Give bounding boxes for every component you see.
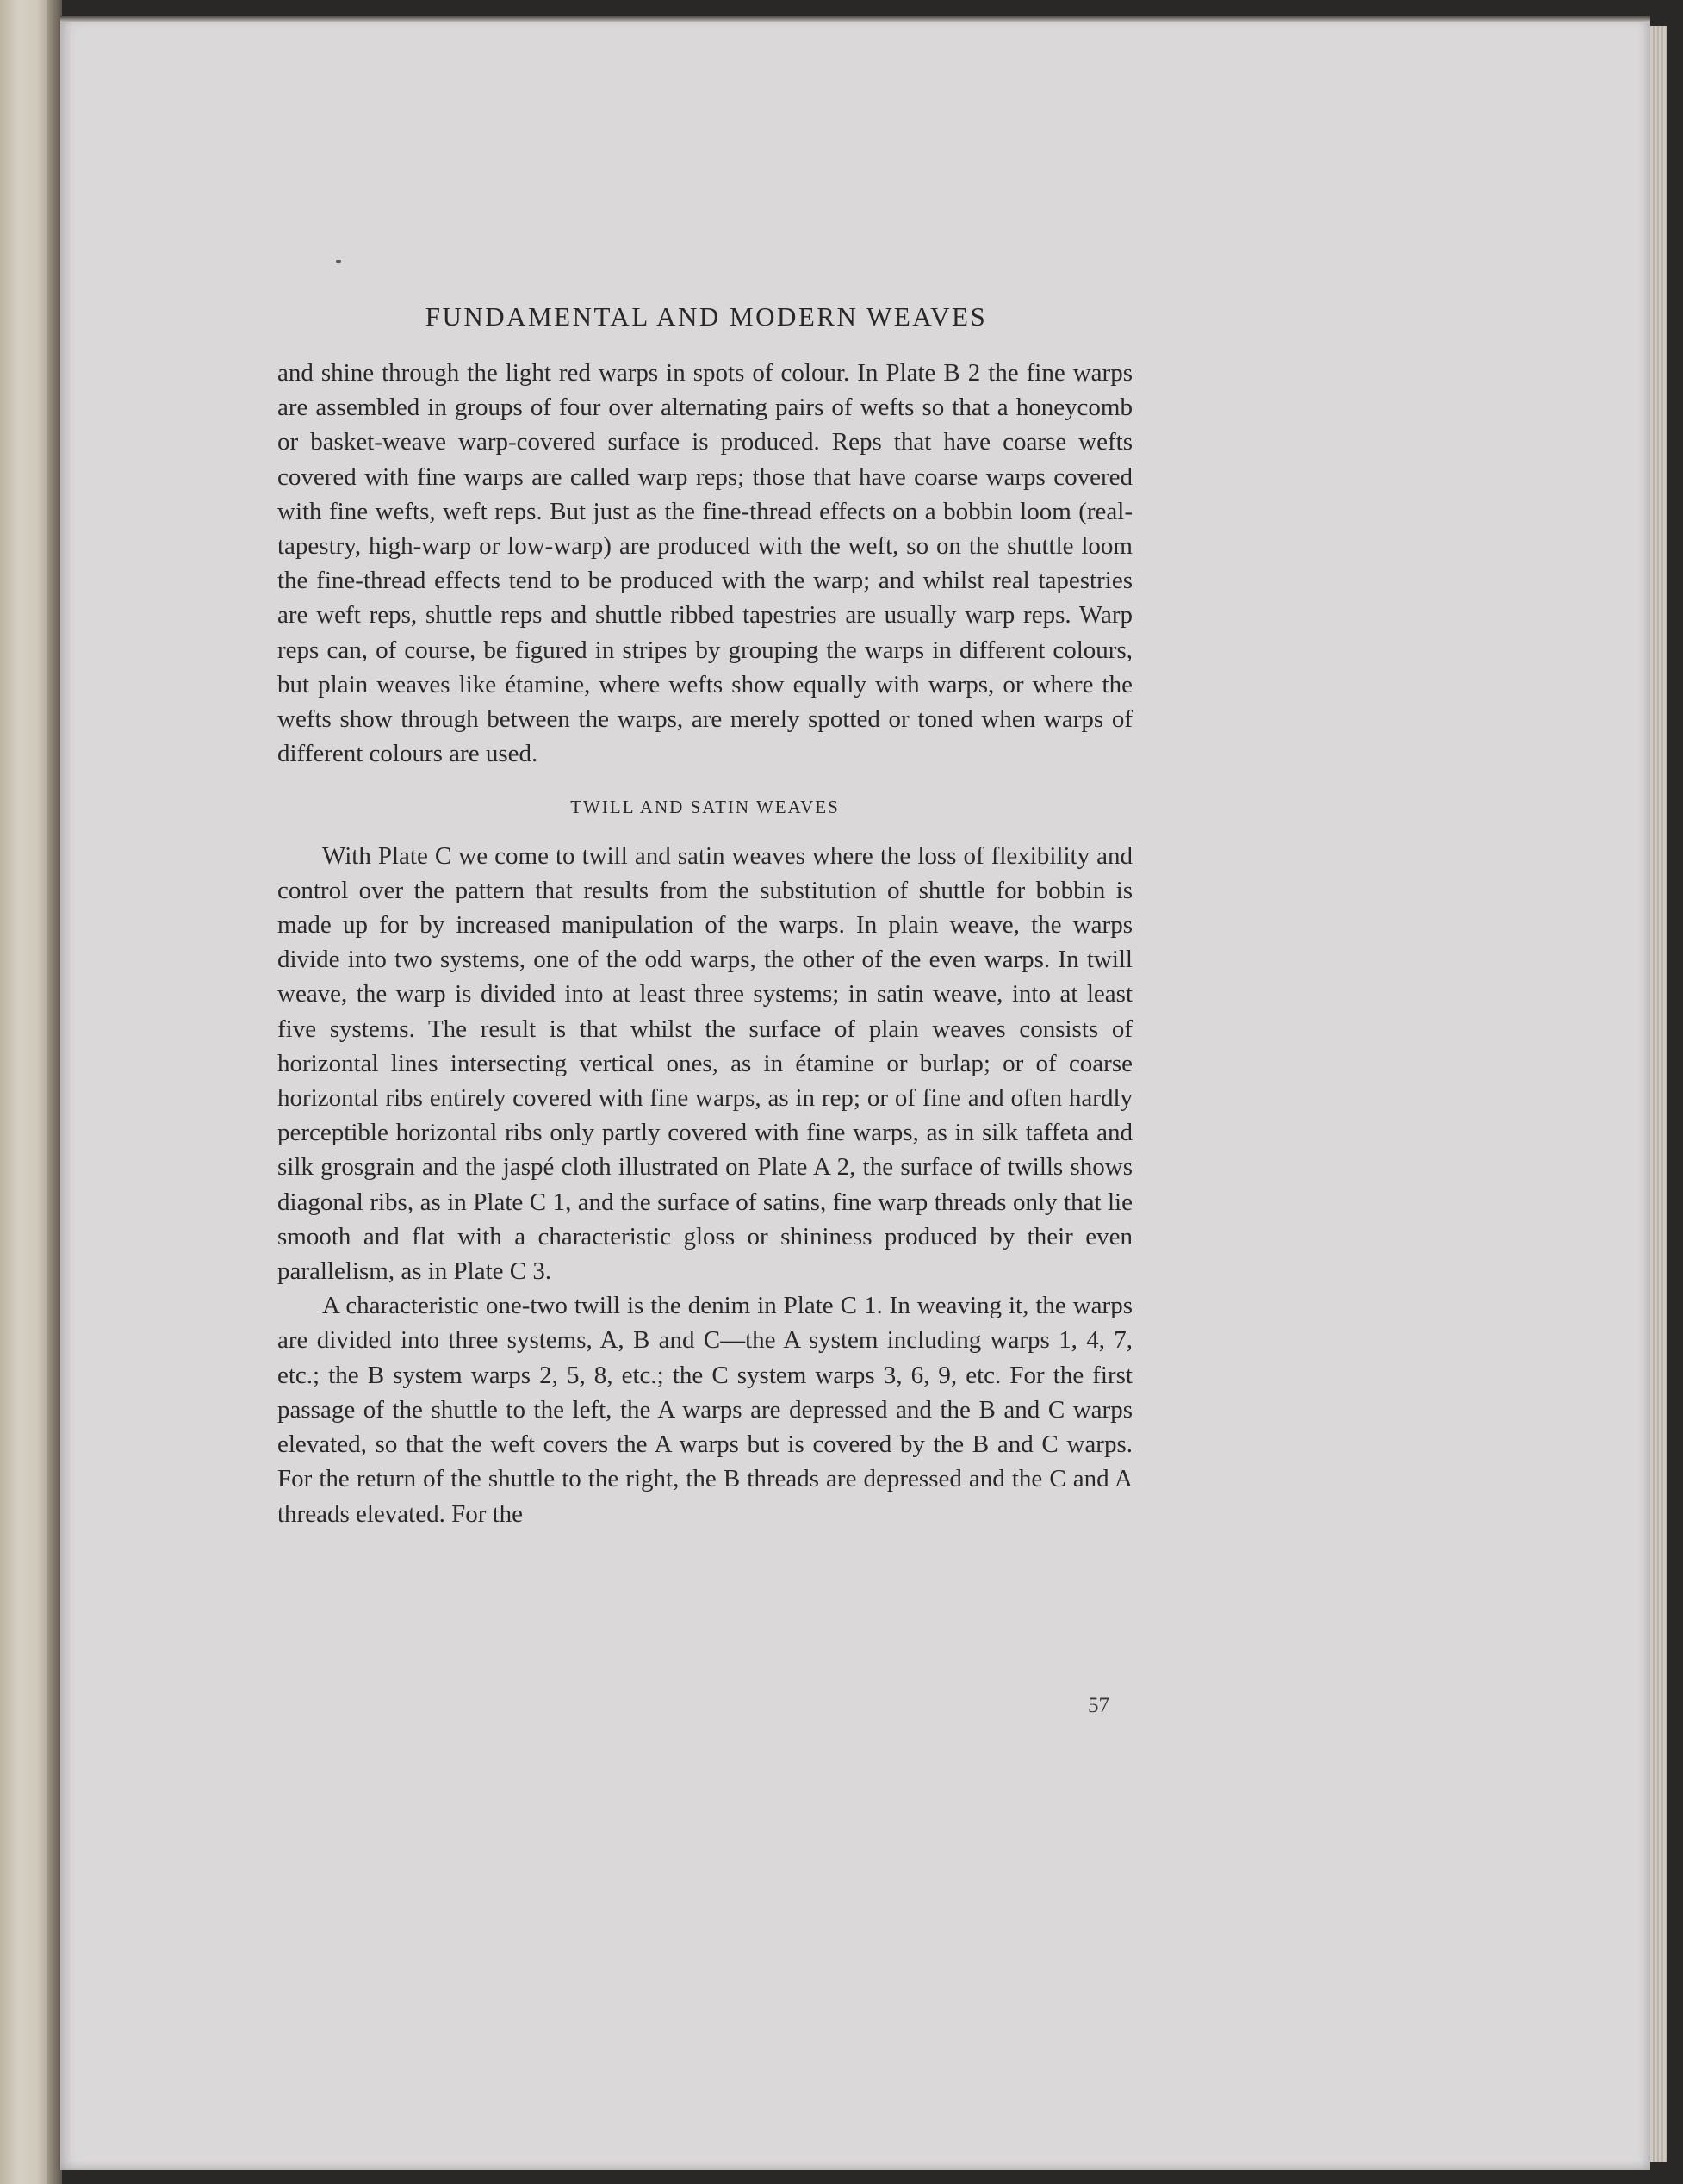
running-head: FUNDAMENTAL AND MODERN WEAVES bbox=[425, 301, 988, 332]
page-top-edge bbox=[60, 16, 1650, 22]
paragraph: and shine through the light red warps in spots of colour. In Plate B 2 the fine warps are assembled in groups of four over alternating pairs of wefts so that a honeycomb or basket-weave warp-covered surface is produced. Reps that have coarse wefts covered with fine warps are called warp reps; those that have coarse warps covered with fine wefts, weft reps. But just as the fine-thread effects on a bobbin loom (real-tapestry, high-warp or low-warp) are produced with the weft, so on the shuttle loom the fine-thread effects tend to be produced with the warp; and whilst real tapestries are weft reps, shuttle reps and shuttle ribbed tapestries are usually warp reps. Warp reps can, of course, be figured in stripes by grouping the warps in different colours, but plain weaves like étamine, where wefts show equally with warps, or where the wefts show through between the warps, are merely spotted or toned when warps of different colours are used. bbox=[277, 359, 1133, 768]
body-text bbox=[277, 356, 1133, 1531]
page-leaves-edge bbox=[1650, 26, 1667, 2162]
paper-speck bbox=[336, 260, 341, 263]
page-number: 57 bbox=[1088, 1694, 1109, 1717]
paragraph: A characteristic one-two twill is the denim in Plate C 1. In weaving it, the warps are divided into three systems, A, B and C—the A system including warps 1, 4, 7, etc.; the B system warps 2, 5, 8, etc.; the C system warps 3, 6, 9, etc. For the first passage of the shuttle to the left, the A warps are depressed and the B and C warps elevated, so that the weft covers the A warps but is covered by the B and C warps. For the return of the shuttle to the right, the B threads are depressed and the C and A threads elevated. For the bbox=[277, 1292, 1133, 1528]
section-heading: TWILL AND SATIN WEAVES bbox=[570, 797, 840, 818]
paragraph: With Plate C we come to twill and satin weaves where the loss of flexibility and control over the pattern that results from the substitution of shuttle for bobbin is made up for by increased manipulation of the warps. In plain weave, the warps divide into two systems, one of the odd warps, the other of the even warps. In twill weave, the warp is divided into at least three systems; in satin weave, into at least five systems. The result is that whilst the surface of plain weaves consists of horizontal lines intersecting vertical ones, as in étamine or burlap; or of coarse horizontal ribs entirely covered with fine warps, as in rep; or of fine and often hardly perceptible horizontal ribs only partly covered with fine warps, as in silk taffeta and silk grosgrain and the jaspé cloth illustrated on Plate A 2, the surface of twills shows diagonal ribs, as in Plate C 1, and the surface of satins, fine warp threads only that lie smooth and flat with a characteristic gloss or shininess produced by their even parallelism, as in Plate C 3. bbox=[277, 841, 1133, 1286]
